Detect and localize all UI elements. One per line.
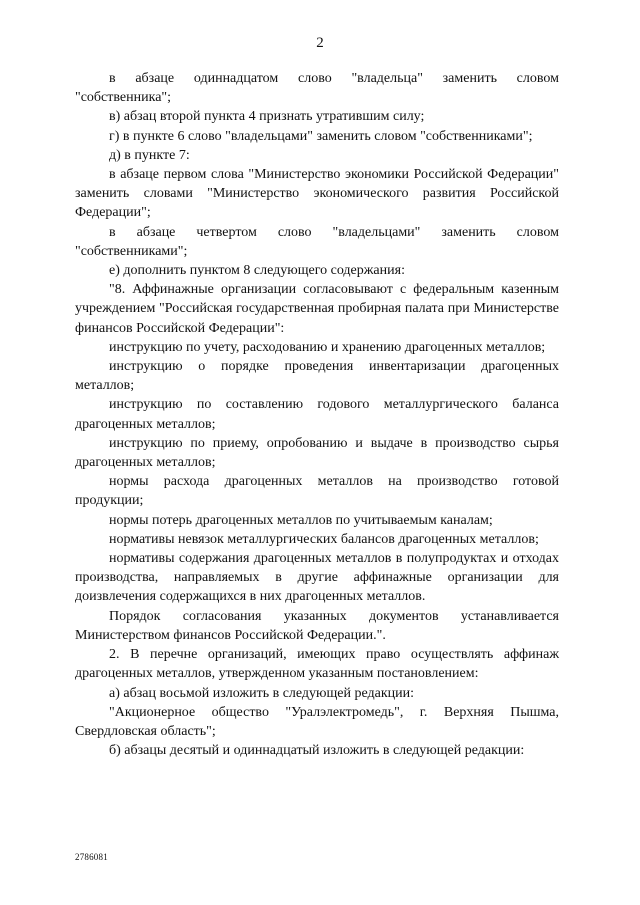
- paragraph: инструкцию по учету, расходованию и хранению драгоценных металлов;: [109, 339, 546, 355]
- paragraph: д) в пункте 7:: [109, 147, 190, 163]
- page-number: 2: [316, 35, 324, 51]
- paragraph: в абзаце одиннадцатом слово "владельца" заменить словом "собственника";: [75, 71, 559, 106]
- paragraph: инструкцию по составлению годового металлургического баланса драгоценных металлов;: [75, 397, 559, 432]
- paragraph: а) абзац восьмой изложить в следующей редакции:: [109, 685, 415, 701]
- paragraph: нормы расхода драгоценных металлов на производство готовой продукции;: [75, 474, 559, 509]
- paragraph: 2. В перечне организаций, имеющих право осуществлять аффинаж драгоценных металлов, утвержденном указанным постановлением:: [75, 647, 559, 682]
- paragraph: нормативы содержания драгоценных металлов в полупродуктах и отходах производства, направляемых в другие аффинажные организации для доизвлечения содержащихся в них драгоценных металлов.: [75, 551, 559, 605]
- paragraph: Порядок согласования указанных документов устанавливается Министерством финансов Российской Федерации.".: [75, 608, 559, 643]
- paragraph: в) абзац второй пункта 4 признать утратившим силу;: [109, 109, 425, 125]
- paragraph: инструкцию по приему, опробованию и выдаче в производство сырья драгоценных металлов;: [75, 435, 559, 471]
- paragraph: "Акционерное общество "Уралэлектромедь", г. Верхняя Пышма, Свердловская область";: [75, 704, 559, 739]
- paragraph: инструкцию о порядке проведения инвентаризации драгоценных металлов;: [75, 359, 559, 394]
- paragraph: "8. Аффинажные организации согласовывают с федеральным казенным учреждением "Российская государственная пробирная палата при Министерстве финансов Российской Федерации":: [75, 282, 559, 336]
- paragraph: е) дополнить пунктом 8 следующего содержания:: [109, 263, 405, 279]
- paragraph: в абзаце четвертом слово "владельцами" заменить словом "собственниками";: [75, 224, 559, 259]
- paragraph: б) абзацы десятый и одиннадцатый изложить в следующей редакции:: [109, 743, 525, 759]
- paragraph: в абзаце первом слова "Министерство экономики Российской Федерации" заменить словами "Министерство экономического развития Российской Федерации";: [75, 167, 559, 221]
- document-body: [75, 69, 559, 760]
- document-code: 2786081: [75, 852, 108, 862]
- paragraph: нормативы невязок металлургических балансов драгоценных металлов;: [109, 531, 539, 547]
- paragraph: г) в пункте 6 слово "владельцами" заменить словом "собственниками";: [109, 128, 533, 144]
- paragraph: нормы потерь драгоценных металлов по учитываемым каналам;: [109, 512, 493, 528]
